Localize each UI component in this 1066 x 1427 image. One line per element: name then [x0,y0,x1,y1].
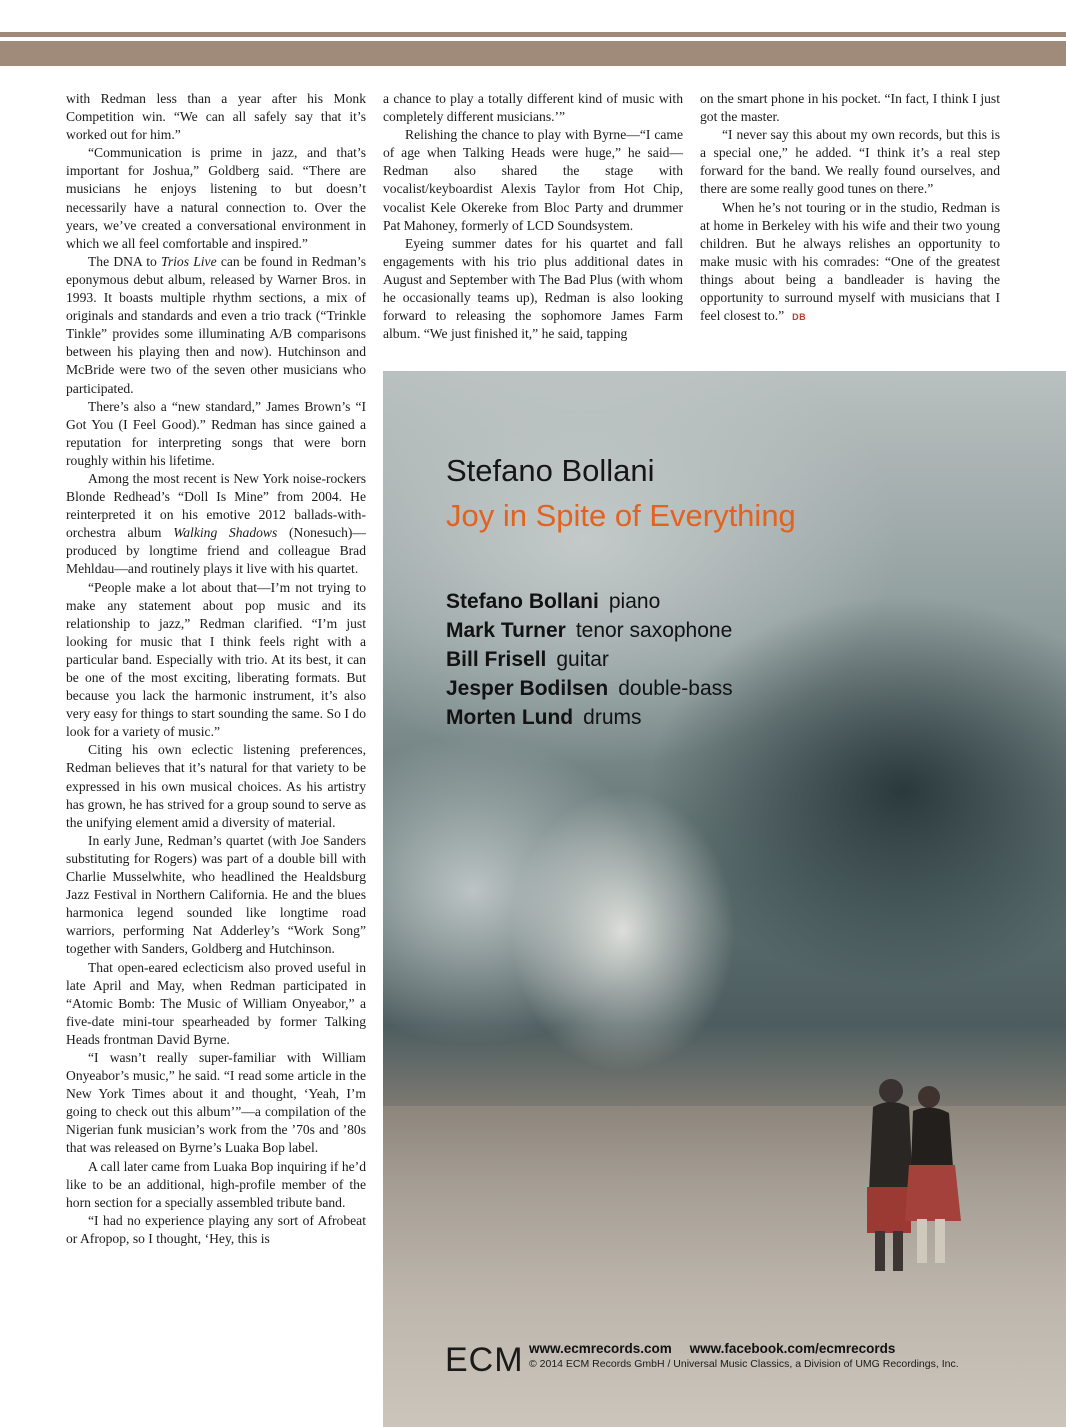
musician-instrument: drums [583,706,642,729]
paragraph: Among the most recent is New York noise-rockers Blonde Redhead’s “Doll Is Mine” from 2004. He reinterpreted it on his emotive 2012 ballads-with-orchestra album Walking Shadows (Nonesuch)—produced by longtime friend and colleague Brad Mehldau—and routinely plays it live with his quartet. [66,470,366,577]
paragraph: There’s also a “new standard,” James Brown’s “I Got You (I Feel Good).” Redman has since gained a reputation for interpreting songs that were born roughly within his lifetime. [66,398,366,468]
lineup-row [446,674,733,703]
paragraph: Eyeing summer dates for his quartet and fall engagements with his trio plus additional dates in August and September with The Bad Plus (with whom he occasionally teams up), Redman is also looking forward to releasing the sophomore James Farm album. “We just finished it,” he said, tapping [383,235,683,342]
ad-artist-name: Stefano Bollani [446,453,655,488]
musician-name: Bill Frisell [446,648,547,671]
paragraph: Relishing the chance to play with Byrne—“I came of age when Talking Heads were huge,” he said—Redman also shared the stage with vocalist/keyboardist Alexis Taylor from Hot Chip, vocalist Kele Okereke from Bloc Party and drummer Pat Mahoney, formerly of LCD Soundsystem. [383,127,683,233]
paragraph: “People make a lot about that—I’m not trying to make any statement about pop music and its relationship to jazz,” Redman clarified. “I’m just looking for music that I think feels right with a particular band. Especially with trio. At its best, it can be one of the most exciting, liberating formats. But because you lack the harmonic instrument, it’s also very easy for things to start sounding the same. So I do look for a variety of music.” [66,579,366,740]
paragraph [700,199,1000,327]
article-column-1 [66,90,366,1248]
lineup-row [446,587,733,616]
end-mark: DB [792,312,807,323]
musician-name: Morten Lund [446,706,574,729]
ecm-logo: ECM [445,1341,524,1379]
paragraph: on the smart phone in his pocket. “In fact, I think I just got the master. [700,91,1000,125]
ecm-advertisement [383,371,1066,1427]
header-band [0,41,1066,66]
paragraph: a chance to play a totally different kind of music with completely different musicians.’” [383,91,683,125]
lineup-row [446,703,733,732]
paragraph: In early June, Redman’s quartet (with Joe Sanders substituting for Rogers) was part of a double bill with Charlie Musselwhite, who headlined the Healdsburg Jazz Festival in Northern California. He and the blues harmonica legend sounded like longtime road warriors, performing Nat Adderley’s “Work Song” together with Sanders, Goldberg and Hutchinson. [66,832,366,957]
musician-instrument: tenor saxophone [575,619,733,642]
ad-lineup [446,587,733,732]
paragraph-text: When he’s not touring or in the studio, Redman is at home in Berkeley with his wife and their two young children. But he always relishes an opportunity to make music with his comrades: “One of the greatest things about being a bandleader is having the opportunity to surround myself with musicians that I feel closest to.” [700,199,1000,324]
couple-figures-illustration [853,1071,973,1351]
musician-name: Mark Turner [446,619,566,642]
ad-links [529,1341,895,1356]
musician-instrument: guitar [556,648,609,671]
musician-name: Jesper Bodilsen [446,677,609,700]
musician-name: Stefano Bollani [446,590,599,613]
paragraph: “I had no experience playing any sort of Afrobeat or Afropop, so I thought, ‘Hey, this is [66,1212,366,1246]
lineup-row [446,645,733,674]
ad-album-title: Joy in Spite of Everything [446,498,796,533]
paragraph: “I never say this about my own records, but this is a special one,” he added. “I think it’s a real step forward for the band. We really found ourselves, and there are some really good tunes on there.” [700,127,1000,197]
paragraph: That open-eared eclecticism also proved useful in late April and May, when Redman participated in “Atomic Bomb: The Music of William Onyeabor,” a five-date mini-tour spearheaded by former Talking Heads frontman David Byrne. [66,959,366,1047]
header-band-thin [0,32,1066,37]
paragraph: “Communication is prime in jazz, and that’s important for Joshua,” Goldberg said. “There are musicians he enjoys listening to but doesn’t necessarily have a natural connection to. Over the years, we’ve created a conversational environment in which we all feel comfortable and inspired.” [66,145,366,251]
musician-instrument: double-bass [618,677,733,700]
lineup-row [446,616,733,645]
website-link[interactable]: www.ecmrecords.com [529,1341,672,1356]
paragraph: The DNA to Trios Live can be found in Redman’s eponymous debut album, released by Warner Bros. in 1993. It boasts multiple rhythm sections, a mix of originals and standards and even a trio track (“Trinkle Tinkle” provides some illuminating A/B comparisons between his playing then and now). Hutchinson and McBride were two of the seven other musicians who participated. [66,253,366,396]
paragraph: Citing his own eclectic listening preferences, Redman believes that it’s natural for that variety to be expressed in his own musical choices. As his artistry has grown, he has strived for a group sound to serve as the unifying element amid a diversity of material. [66,742,366,830]
facebook-link[interactable]: www.facebook.com/ecmrecords [689,1341,896,1356]
ad-copyright: © 2014 ECM Records GmbH / Universal Music Classics, a Division of UMG Recordings, Inc. [529,1358,959,1370]
paragraph: with Redman less than a year after his Monk Competition win. “We can all safely say that it’s worked out for him.” [66,91,366,143]
paragraph: “I wasn’t really super-familiar with William Onyeabor’s music,” he said. “I read some article in the New York Times about it and thought, ‘Yeah, I’m going to check out this album’”—a compilation of the Nigerian funk musician’s work from the ’70s and ’80s that was released on Byrne’s Luaka Bop label. [66,1049,366,1156]
paragraph: A call later came from Luaka Bop inquiring if he’d like to be an additional, high-profile member of the horn section for a specially assembled tribute band. [66,1158,366,1210]
article-column-2 [383,90,683,343]
musician-instrument: piano [608,590,661,613]
article-column-3 [700,90,1000,326]
